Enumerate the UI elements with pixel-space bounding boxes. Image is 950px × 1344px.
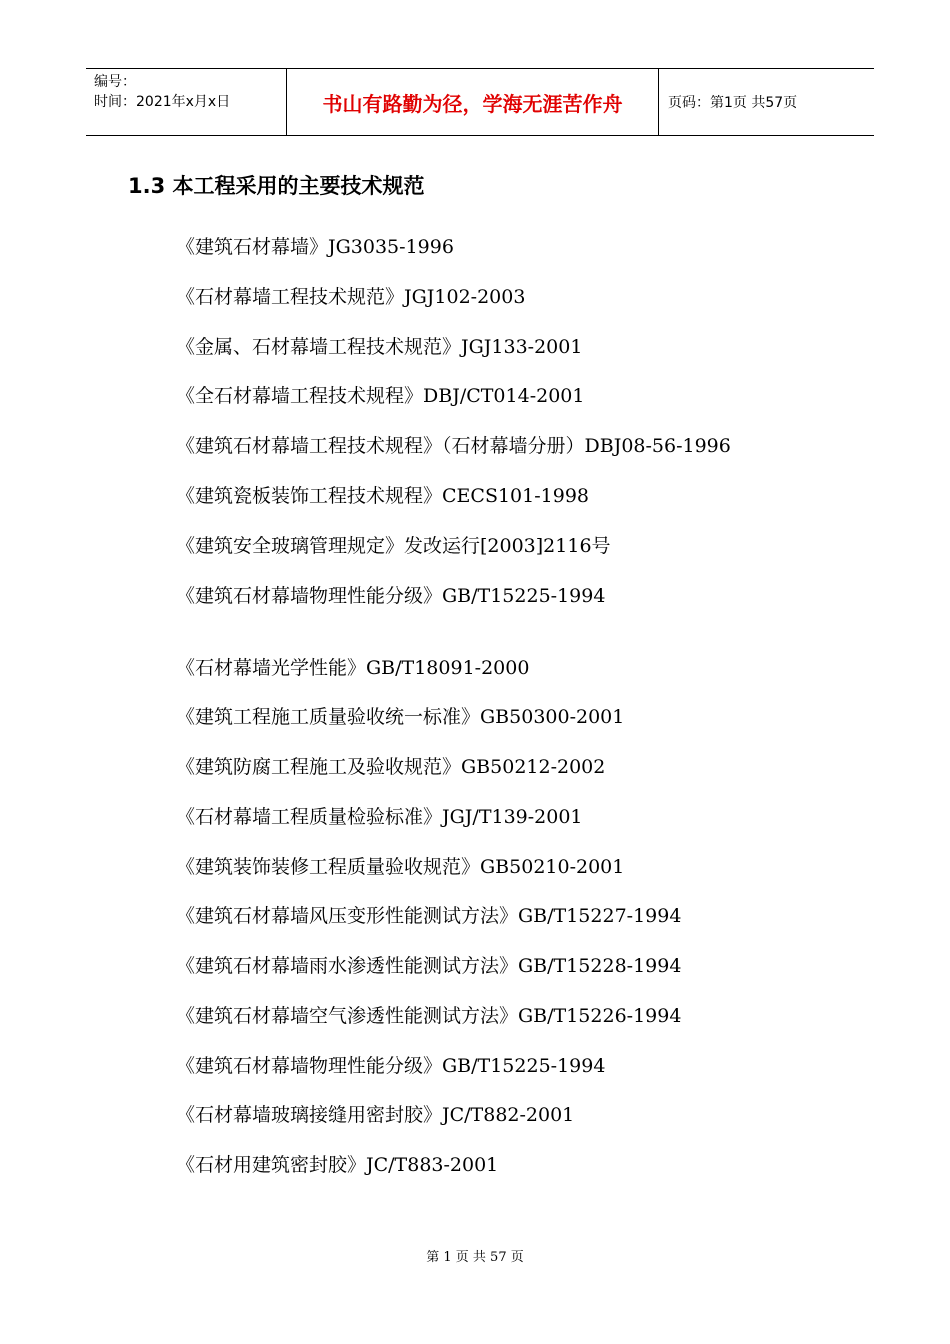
reference-item: 《石材用建筑密封胶》JC/T883-2001 [176,1154,499,1176]
header-page-label: 页码：第1页 共57页 [668,95,798,111]
reference-item: 《建筑安全玻璃管理规定》发改运行[2003]2116号 [176,535,611,557]
reference-item: 《建筑石材幕墙雨水渗透性能测试方法》GB/T15228-1994 [176,955,682,977]
page-footer: 第 1 页 共 57 页 [426,1250,524,1265]
header-motto: 书山有路勤为径，学海无涯苦作舟 [322,91,623,116]
reference-item: 《建筑防腐工程施工及验收规范》GB50212-2002 [176,756,606,778]
reference-item: 《建筑瓷板装饰工程技术规程》CECS101-1998 [176,485,590,507]
reference-item: 《建筑石材幕墙空气渗透性能测试方法》GB/T15226-1994 [176,1005,682,1027]
reference-item: 《建筑石材幕墙》JG3035-1996 [176,236,454,258]
document-number-label: 编号： [94,74,136,90]
header-page-cell [659,69,874,135]
reference-item: 《建筑石材幕墙物理性能分级》GB/T15225-1994 [176,585,606,607]
reference-item: 《建筑工程施工质量验收统一标准》GB50300-2001 [176,706,625,728]
header-meta-cell [86,69,286,135]
reference-item: 《石材幕墙工程质量检验标准》JGJ/T139-2001 [176,806,583,828]
reference-item: 《石材幕墙工程技术规范》JGJ102-2003 [176,286,526,308]
reference-item: 《建筑石材幕墙风压变形性能测试方法》GB/T15227-1994 [176,905,682,927]
reference-item: 《建筑石材幕墙物理性能分级》GB/T15225-1994 [176,1055,606,1077]
reference-item: 《石材幕墙玻璃接缝用密封胶》JC/T882-2001 [176,1104,575,1126]
reference-item: 《金属、石材幕墙工程技术规范》JGJ133-2001 [176,336,583,358]
section-title: 1.3 本工程采用的主要技术规范 [128,174,425,198]
reference-item: 《建筑装饰装修工程质量验收规范》GB50210-2001 [176,856,625,878]
reference-item: 《全石材幕墙工程技术规程》DBJ/CT014-2001 [176,385,585,407]
document-date-label: 时间：2021年x月x日 [94,94,231,110]
reference-item: 《建筑石材幕墙工程技术规程》（石材幕墙分册）DBJ08-56-1996 [176,435,731,457]
reference-item: 《石材幕墙光学性能》GB/T18091-2000 [176,657,530,679]
page-header [86,68,874,136]
header-motto-cell [286,69,659,135]
